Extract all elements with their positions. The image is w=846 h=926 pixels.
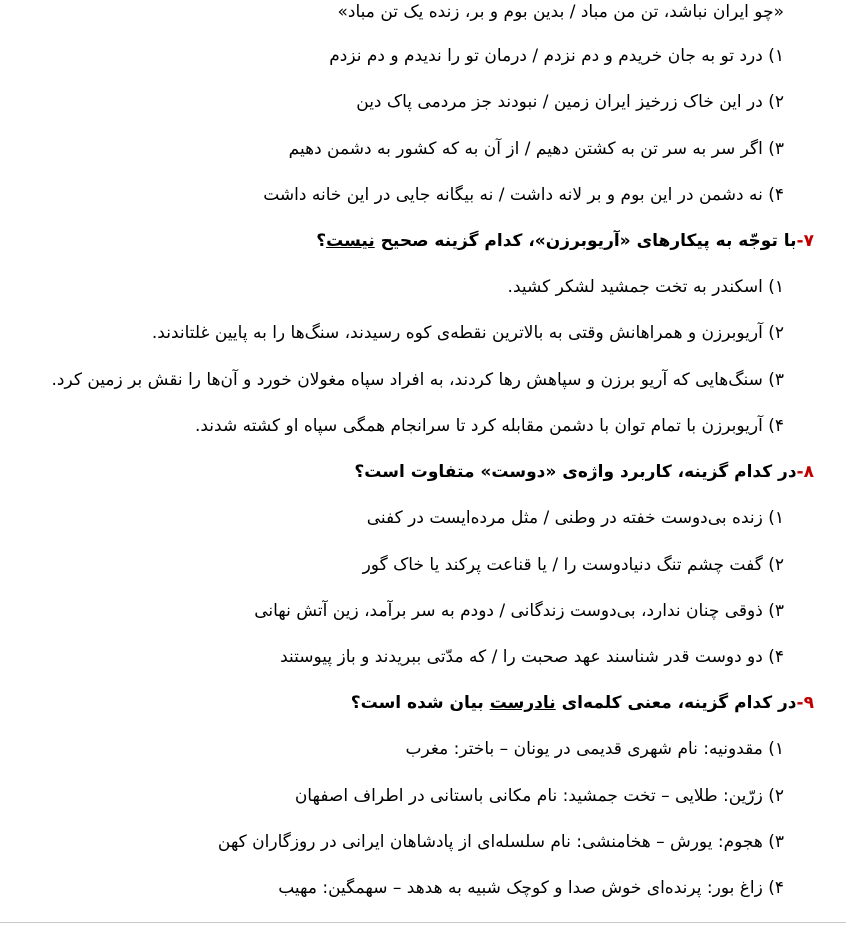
question-9-option-4: ۴) زاغ بور: پرنده‌ای خوش صدا و کوچک شبیه به هدهد – سهمگین: مهیب [278, 878, 784, 898]
lead-option-1: ۱) درد تو به جان خریدم و دم نزدم / درمان تو را ندیدم و دم نزدم [329, 46, 784, 66]
lead-quote: «چو ایران نباشد، تن من مباد / بدین بوم و بر، زنده یک تن مباد» [337, 2, 784, 22]
lead-option-4: ۴) نه دشمن در این بوم و بر لانه داشت / نه بیگانه جایی در این خانه داشت [263, 185, 784, 205]
question-7-option-1: ۱) اسکندر به تخت جمشید لشکر کشید. [507, 277, 784, 297]
question-7-underlined: نیست [326, 231, 375, 251]
page-bottom-divider [0, 922, 846, 923]
question-9-underlined: نادرست [489, 693, 556, 713]
question-9-option-3: ۳) هجوم: یورش – هخامنشی: نام سلسله‌ای از پادشاهان ایرانی در روزگاران کهن [217, 832, 784, 852]
question-7 [0, 225, 846, 257]
question-7-text-end: ؟ [316, 231, 327, 251]
question-8-number: ۸- [796, 462, 814, 482]
question-9-number: ۹- [796, 693, 814, 713]
question-7-option-4: ۴) آریوبرزن با تمام توان با دشمن مقابله کرد تا سرانجام همگی سپاه او کشته شدند. [194, 416, 784, 436]
question-9-text: در کدام گزینه، معنی کلمه‌ای [555, 693, 797, 713]
lead-option-2: ۲) در این خاک زرخیز ایران زمین / نبودند جز مردمی پاک دین [356, 92, 784, 112]
question-7-number: ۷- [796, 231, 814, 251]
question-8-option-1: ۱) زنده بی‌دوست خفته در وطنی / مثل مرده‌ایست در کفنی [366, 508, 784, 528]
question-8-text: در کدام گزینه، کاربرد واژه‌ی «دوست» متفاوت است؟ [354, 462, 797, 482]
question-8 [0, 456, 846, 488]
question-8-option-3: ۳) ذوقی چنان ندارد، بی‌دوست زندگانی / دودم به سر برآمد، زین آتش نهانی [254, 601, 784, 621]
question-8-option-4: ۴) دو دوست قدر شناسند عهد صحبت را / که مدّتی ببریدند و باز پیوستند [280, 647, 784, 667]
question-9-text-end: بیان شده است؟ [350, 693, 490, 713]
question-8-option-2: ۲) گفت چشم تنگ دنیادوست را / یا قناعت پرکند یا خاک گور [362, 555, 784, 575]
question-9-option-1: ۱) مقدونیه: نام شهری قدیمی در یونان – باختر: مغرب [405, 739, 784, 759]
question-9 [0, 687, 846, 719]
question-9-option-2: ۲) زرّین: طلایی – تخت جمشید: نام مکانی باستانی در اطراف اصفهان [294, 786, 784, 806]
question-7-option-2: ۲) آریوبرزن و همراهانش وقتی به بالاترین نقطه‌ی کوه رسیدند، سنگ‌ها را به پایین غلتاندند. [151, 323, 784, 343]
question-7-text: با توجّه به پیکارهای «آریوبرزن»، کدام گزینه صحیح [374, 231, 797, 251]
question-7-option-3: ۳) سنگ‌هایی که آریو برزن و سپاهش رها کردند، به افراد سپاه مغولان خورد و آن‌ها را نقش بر زمین کرد. [51, 370, 784, 390]
lead-option-3: ۳) اگر سر به سر تن به کشتن دهیم / از آن به که کشور به دشمن دهیم [288, 139, 784, 159]
